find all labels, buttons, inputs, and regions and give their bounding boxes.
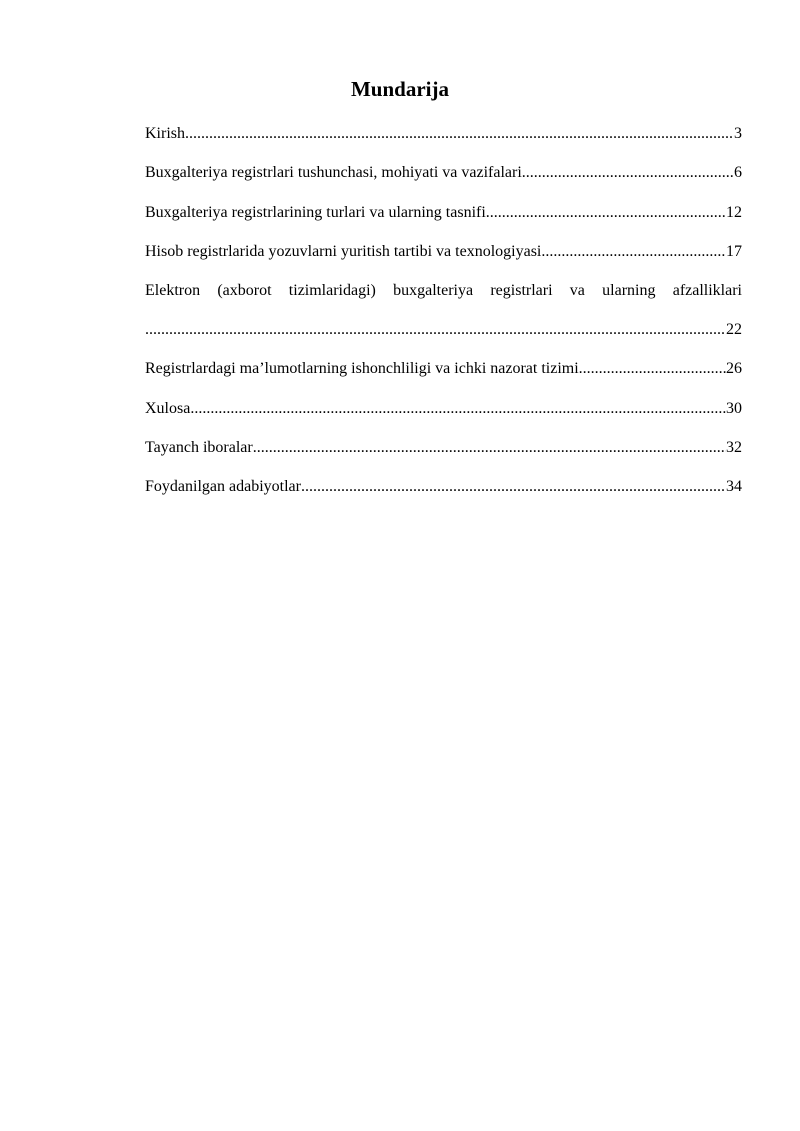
toc-entry — [145, 124, 742, 144]
toc-entry-title: Buxgalteriya registrlari tushunchasi, mohiyati va vazifalari — [145, 164, 522, 182]
toc-leader-dots — [253, 438, 726, 458]
toc-entry-title: Kirish — [145, 125, 185, 142]
toc-entry-title: Hisob registrlarida yozuvlarni yuritish tartibi va texnologiyasi — [145, 242, 542, 260]
toc-entry-page: 34 — [726, 478, 742, 496]
toc-entry-page: 17 — [726, 242, 742, 260]
toc-leader-dots — [301, 477, 726, 497]
toc-entry-page: 32 — [726, 439, 742, 457]
toc-leader-dots — [145, 320, 726, 340]
toc-title: Mundarija — [350, 77, 449, 101]
toc-entry — [145, 281, 742, 340]
toc-entry-title: Registrlardagi ma’lumotlarning ishonchliligi va ichki nazorat tizimi — [145, 360, 579, 378]
toc-entry-title: Elektron (axborot tizimlaridagi) buxgalteriya registrlari va ularning afzalliklari — [145, 282, 742, 300]
toc-leader-dots — [541, 242, 726, 262]
toc-entry — [145, 399, 742, 419]
toc-entry-title: Foydanilgan adabiyotlar — [145, 478, 301, 496]
toc-entry-title: Xulosa — [145, 399, 191, 417]
toc-entry — [145, 438, 742, 458]
toc-entry-title: Buxgalteriya registrlarining turlari va ularning tasnifi — [145, 203, 486, 221]
toc-entry — [145, 477, 742, 497]
toc-entry-continuation — [145, 320, 742, 340]
toc-entry-title: Tayanch iboralar — [145, 439, 253, 457]
toc-leader-dots — [486, 203, 726, 223]
toc-entry-page: 3 — [734, 125, 742, 142]
toc-entry-page: 26 — [726, 360, 742, 378]
toc-leader-dots — [190, 399, 726, 419]
toc-leader-dots — [579, 359, 726, 379]
toc-entry — [145, 242, 742, 262]
toc-entry-page: 22 — [726, 321, 742, 339]
toc-entry-page: 12 — [726, 203, 742, 221]
toc-entry-page: 6 — [734, 164, 742, 182]
toc-leader-dots — [522, 163, 734, 183]
table-of-contents — [145, 124, 742, 517]
toc-leader-dots — [185, 124, 734, 144]
toc-entry — [145, 359, 742, 379]
toc-entry — [145, 163, 742, 183]
toc-entry-page: 30 — [726, 399, 742, 417]
toc-entry — [145, 203, 742, 223]
